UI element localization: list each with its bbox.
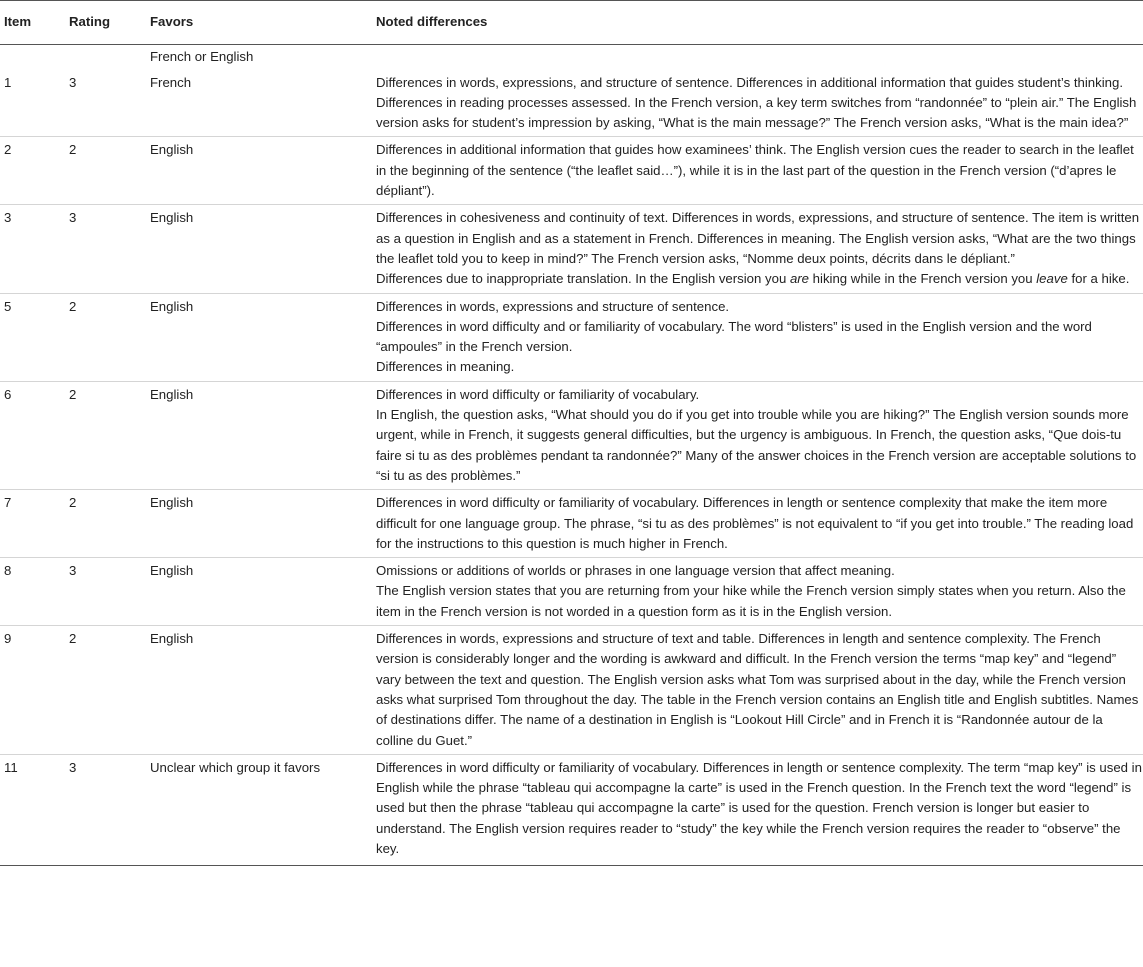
notes-cell (372, 381, 1143, 489)
favors-cell: French (146, 70, 372, 137)
favors-cell: English (146, 381, 372, 489)
note-text: Differences due to inappropriate translation. In the English version you (376, 271, 790, 287)
note-line-translation (376, 269, 1143, 289)
table-row (0, 293, 1143, 381)
note-text: for a hike. (1067, 271, 1130, 287)
favors-cell: English (146, 293, 372, 381)
table-row (0, 626, 1143, 755)
subheader-rating-cell (65, 45, 146, 70)
rating-cell: 2 (65, 490, 146, 558)
note-line: Differences in word difficulty and or familiarity of vocabulary. The word “blisters” is used in the English version and the word “ampoules” in the French version. (376, 318, 1092, 355)
note-line: Differences in words, expressions, and structure of sentence. Differences in additional information that guides student’s thinking. Differences in reading processes assessed. In the French version, a key term switches from “randonnée” to “plein air.” The English version asks for student’s impression by asking, “What is the main message?” The French version asks, “What is the main idea?” (376, 74, 1137, 131)
item-cell: 5 (0, 293, 65, 381)
subheader-item-cell (0, 45, 65, 70)
notes-cell (372, 205, 1143, 293)
table-row (0, 490, 1143, 558)
table-row (0, 70, 1143, 137)
table-row (0, 205, 1143, 293)
header-rating: Rating (65, 1, 146, 45)
table-row (0, 137, 1143, 205)
rating-cell: 2 (65, 381, 146, 489)
note-line: Differences in words, expressions and structure of text and table. Differences in length and sentence complexity. The French version is considerably longer and the wording is awkward and difficult. In the French version the terms “map key” and “legend” vary between the text and question. The English version asks what Tom was surprised about in the day, while the French version asks what surprised Tom throughout the day. The table in the French version contains an English title and English subtitles. Names of destinations differ. The name of a destination in English is “Lookout Hill Circle” and in French it is “Randonnée autour de la colline du Guet.” (376, 631, 1139, 748)
note-italic-are: are (789, 271, 810, 287)
rating-cell: 2 (65, 137, 146, 205)
header-noted-differences: Noted differences (372, 1, 1143, 45)
item-cell: 8 (0, 558, 65, 626)
notes-cell (372, 70, 1143, 137)
notes-cell (372, 293, 1143, 381)
rating-cell: 3 (65, 70, 146, 137)
header-row (0, 1, 1143, 45)
subheader-notes-cell (372, 45, 1143, 70)
note-line: Differences in word difficulty or familiarity of vocabulary. Differences in length or sentence complexity. The term “map key” is used in English while the phrase “tableau qui accompagne la carte” is used in the French question. In the French text the word “legend” is used but then the phrase “tableau qui accompagne la carte” is used for the question. French version is longer but easier to understand. The English version requires reader to “study” the key while the French version requires the reader to “observe” the key. (376, 759, 1142, 856)
table-row (0, 754, 1143, 865)
favors-cell: English (146, 205, 372, 293)
header-item: Item (0, 1, 65, 45)
note-line: Differences in additional information that guides how examinees’ think. The English version cues the reader to search in the leaflet in the beginning of the sentence (“the leaflet said…”), while it is in the last part of the question in the French version (“d’apres le dépliant”). (376, 142, 1134, 199)
notes-cell (372, 754, 1143, 865)
item-cell: 2 (0, 137, 65, 205)
header-favors: Favors (146, 1, 372, 45)
note-italic-leave: leave (1036, 271, 1068, 287)
notes-cell (372, 626, 1143, 755)
item-cell: 7 (0, 490, 65, 558)
favors-cell: Unclear which group it favors (146, 754, 372, 865)
note-line: Omissions or additions of worlds or phrases in one language version that affect meaning. (376, 563, 895, 579)
favors-cell: English (146, 490, 372, 558)
item-cell: 6 (0, 381, 65, 489)
favors-cell: English (146, 137, 372, 205)
item-cell: 11 (0, 754, 65, 865)
subheader-row (0, 45, 1143, 70)
notes-cell (372, 490, 1143, 558)
note-line: Differences in words, expressions and structure of sentence. (376, 298, 730, 314)
table-body (0, 45, 1143, 866)
note-text: hiking while in the French version you (809, 271, 1037, 287)
notes-cell (372, 558, 1143, 626)
item-cell: 9 (0, 626, 65, 755)
rating-cell: 2 (65, 626, 146, 755)
note-line: The English version states that you are returning from your hike while the French version simply states when you return. Also the item in the French version is not worded in a question form as it is in the English version. (376, 583, 1126, 619)
table-header (0, 1, 1143, 45)
favors-cell: English (146, 626, 372, 755)
item-cell: 1 (0, 70, 65, 137)
note-line: Differences in word difficulty or familiarity of vocabulary. (376, 386, 700, 402)
rating-cell: 3 (65, 558, 146, 626)
table-row (0, 381, 1143, 489)
note-line: Differences in cohesiveness and continuity of text. Differences in words, expressions, and structure of sentence. The item is written as a question in English and as a statement in French. Differences in meaning. The English version asks, “What are the two things the leaflet told you to keep in mind?” The French version asks, “Nomme deux points, décrits dans le dépliant.” (376, 210, 1140, 266)
rating-cell: 3 (65, 754, 146, 865)
rating-cell: 3 (65, 205, 146, 293)
notes-cell (372, 137, 1143, 205)
favors-cell: English (146, 558, 372, 626)
table-row (0, 558, 1143, 626)
note-line: Differences in word difficulty or familiarity of vocabulary. Differences in length or sentence complexity that make the item more difficult for one language group. The phrase, “si tu as des problèmes” is not equivalent to “if you get into trouble.” The reading load for the instructions to this question is much higher in French. (376, 495, 1134, 551)
note-line: Differences in meaning. (376, 359, 515, 375)
item-cell: 3 (0, 205, 65, 293)
rating-cell: 2 (65, 293, 146, 381)
note-line: In English, the question asks, “What should you do if you get into trouble while you are hiking?” The English version sounds more urgent, while in French, it suggests general difficulties, but the urgency is ambiguous. In French, the question asks, “Que dois-tu faire si tu as des problèmes pendant ta randonnée?” Many of the answer choices in the French version are acceptable solutions to “si tu as des problèmes.” (376, 407, 1137, 483)
subheader-favors: French or English (150, 49, 254, 65)
